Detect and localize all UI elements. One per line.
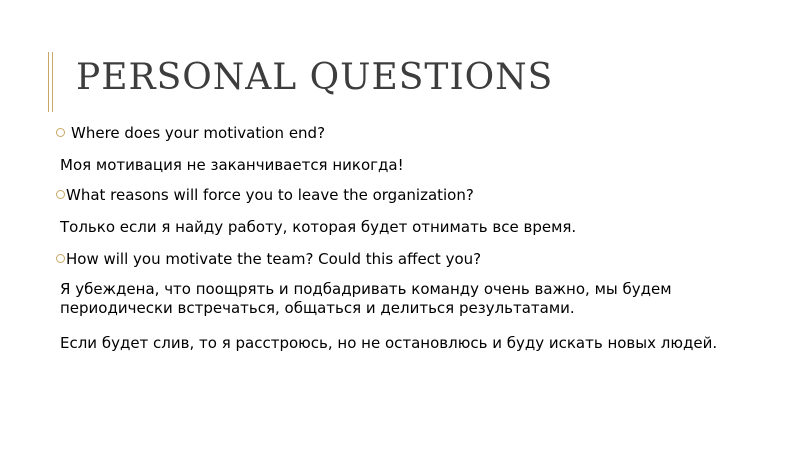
question-text: How will you motivate the team? Could this affect you?	[66, 250, 482, 268]
title-accent-bar	[48, 52, 53, 112]
circle-outline-icon	[56, 128, 65, 137]
circle-outline-icon	[56, 254, 65, 263]
answer-item	[60, 218, 576, 237]
accent-line-left	[48, 52, 49, 112]
answer-text: Моя мотивация не заканчивается никогда!	[60, 156, 404, 174]
answer-item	[60, 280, 740, 318]
answer-text: Только если я найду работу, которая будет отнимать все время.	[60, 218, 577, 236]
answer-text: Если будет слив, то я расстроюсь, но не остановлюсь и буду искать новых людей.	[60, 334, 718, 352]
slide-title: PERSONAL QUESTIONS	[76, 57, 554, 98]
question-item	[56, 124, 325, 143]
answer-item	[60, 156, 404, 175]
question-item	[56, 250, 481, 269]
question-text: What reasons will force you to leave the organization?	[66, 186, 474, 204]
question-text: Where does your motivation end?	[71, 124, 326, 142]
circle-outline-icon	[56, 190, 65, 199]
accent-line-right	[52, 52, 53, 112]
answer-item	[60, 334, 740, 353]
answer-text: Я убеждена, что поощрять и подбадривать команду очень важно, мы будем периодически встречаться, общаться и делиться результатами.	[60, 280, 672, 317]
question-item	[56, 186, 474, 205]
